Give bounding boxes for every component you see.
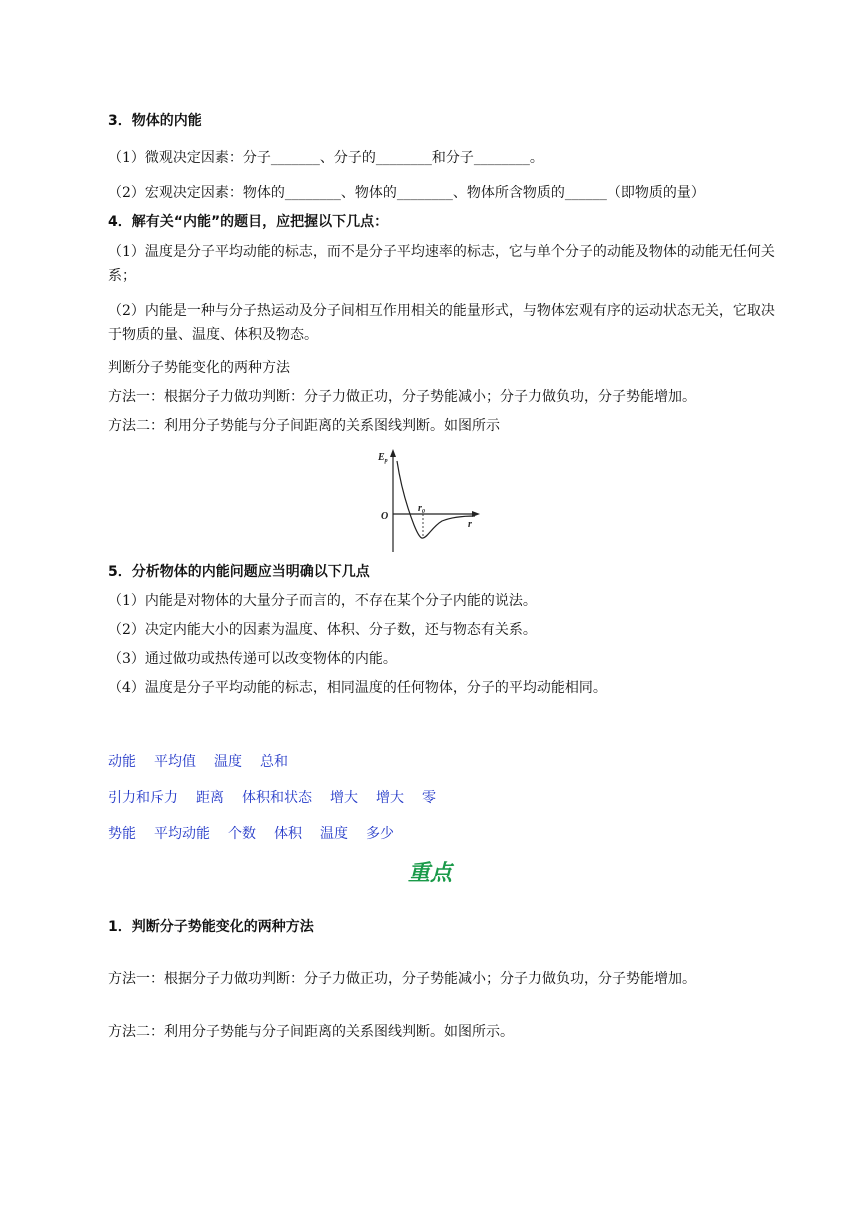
section4-para2: （2）内能是一种与分子热运动及分子间相互作用相关的能量形式，与物体宏观有序的运动状态无关，它取决于物质的量、温度、体积及物态。 — [108, 303, 775, 343]
graph-y-arrow — [390, 449, 396, 457]
section5-heading: 5．分析物体的内能问题应当明确以下几点 — [108, 564, 370, 580]
section3-line1: （1）微观决定因素：分子_______、分子的________和分子________。 — [108, 150, 544, 166]
answer-item: 多少 — [366, 826, 394, 842]
answer-item: 距离 — [196, 790, 224, 806]
answer-row-1 — [108, 752, 306, 772]
answer-row-3 — [108, 824, 412, 844]
answer-item: 温度 — [320, 826, 348, 842]
section5-item: （3）通过做功或热传递可以改变物体的内能。 — [108, 651, 397, 667]
answer-item: 平均动能 — [154, 826, 210, 842]
section5-item: （1）内能是对物体的大量分子而言的，不存在某个分子内能的说法。 — [108, 593, 537, 609]
answer-item: 引力和斥力 — [108, 790, 178, 806]
answer-item: 个数 — [228, 826, 256, 842]
answer-row-2 — [108, 788, 454, 808]
answer-item: 势能 — [108, 826, 136, 842]
answer-item: 增大 — [330, 790, 358, 806]
answer-item: 增大 — [376, 790, 404, 806]
graph-x-label: r — [468, 519, 472, 530]
section4-para1: （1）温度是分子平均动能的标志，而不是分子平均速率的标志，它与单个分子的动能及物体的动能无任何关系； — [108, 244, 775, 284]
answer-item: 体积和状态 — [242, 790, 312, 806]
key-points-method2: 方法二：利用分子势能与分子间距离的关系图线判断。如图所示。 — [108, 1024, 514, 1040]
answer-item: 零 — [422, 790, 436, 806]
section5-item: （4）温度是分子平均动能的标志，相同温度的任何物体，分子的平均动能相同。 — [108, 680, 607, 696]
section4-method1: 方法一：根据分子力做功判断：分子力做正功，分子势能减小；分子力做负功，分子势能增加。 — [108, 389, 696, 405]
graph-curve — [397, 461, 475, 538]
answer-item: 平均值 — [154, 754, 196, 770]
section4-heading: 4．解有关“内能”的题目，应把握以下几点： — [108, 214, 389, 230]
answer-item: 体积 — [274, 826, 302, 842]
graph-origin-label: O — [381, 511, 389, 522]
graph-y-label: $E_p$ — [378, 452, 388, 464]
graph-r0-label: $r_0$ — [418, 503, 425, 515]
section4-method2: 方法二：利用分子势能与分子间距离的关系图线判断。如图所示 — [108, 418, 500, 434]
answer-item: 温度 — [214, 754, 242, 770]
section4-subheading: 判断分子势能变化的两种方法 — [108, 360, 290, 376]
answer-item: 动能 — [108, 754, 136, 770]
section5-item: （2）决定内能大小的因素为温度、体积、分子数，还与物态有关系。 — [108, 622, 537, 638]
key-points-heading: 1．判断分子势能变化的两种方法 — [108, 919, 314, 935]
section3-heading: 3．物体的内能 — [108, 113, 202, 129]
section3-line2: （2）宏观决定因素：物体的________、物体的________、物体所含物质的______（即物质的量） — [108, 185, 705, 201]
answer-item: 总和 — [260, 754, 288, 770]
key-points-method1: 方法一：根据分子力做功判断：分子力做正功，分子势能减小；分子力做负功，分子势能增加。 — [108, 971, 696, 987]
key-points-title: 重点 — [407, 861, 452, 886]
potential-energy-graph — [372, 447, 484, 557]
